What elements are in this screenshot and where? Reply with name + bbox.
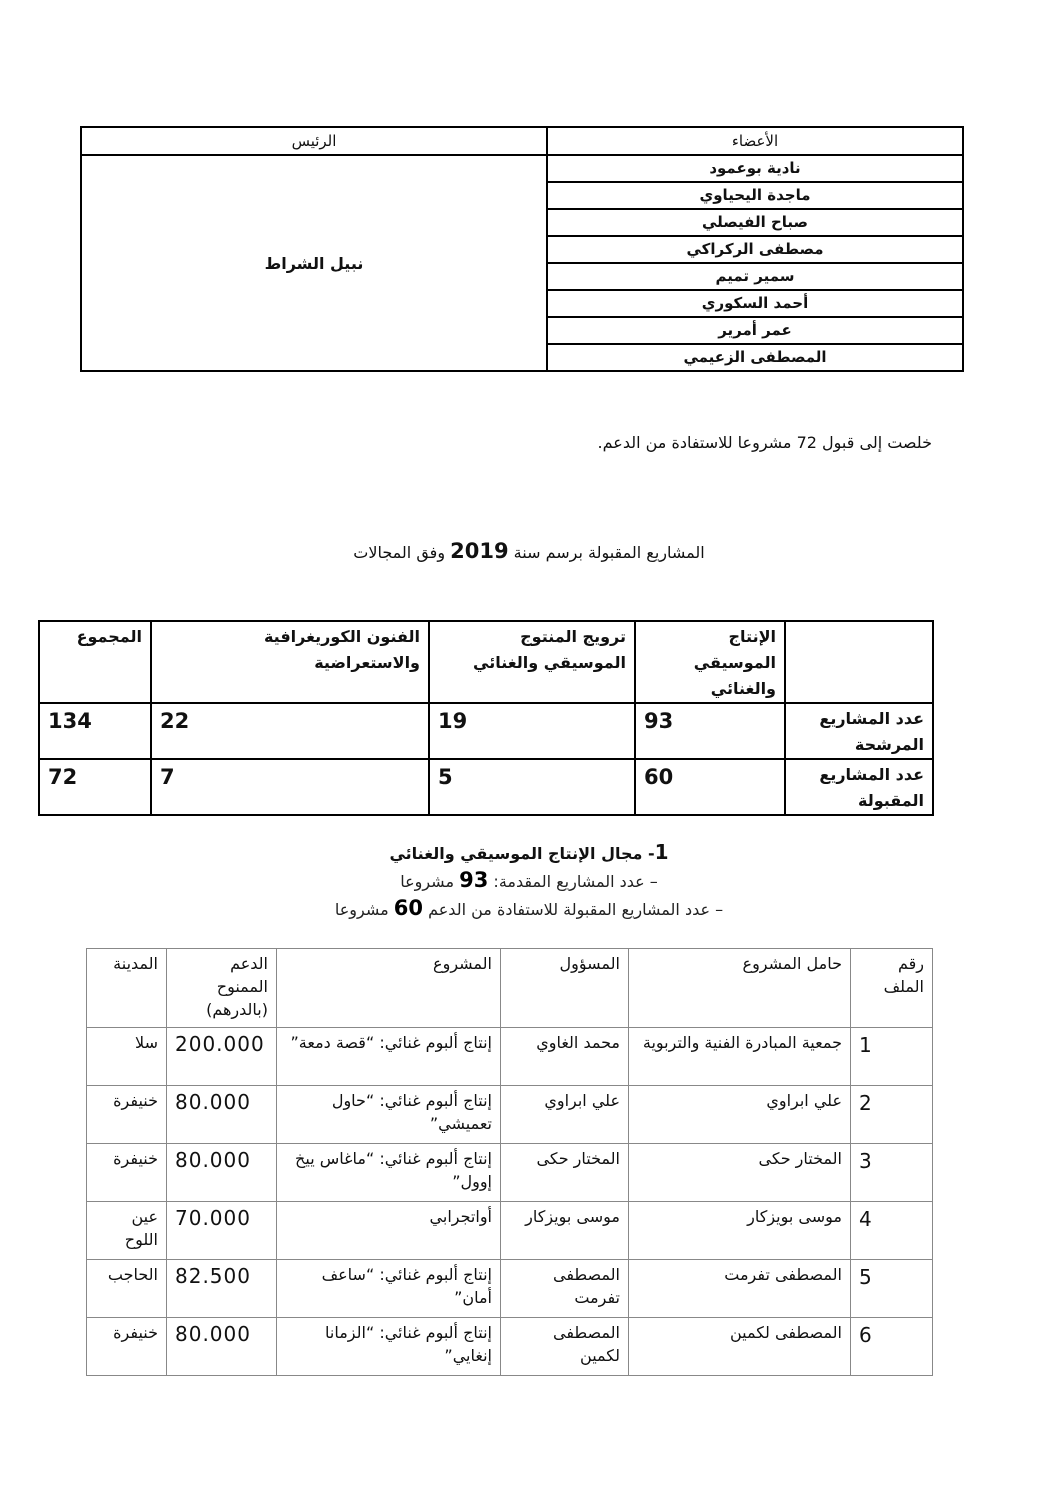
manager: موسى بويزكار — [501, 1202, 629, 1260]
support-amount: 80.000 — [167, 1318, 277, 1376]
table-row — [87, 1318, 933, 1376]
file-no: 1 — [851, 1028, 933, 1086]
support-amount: 200.000 — [167, 1028, 277, 1086]
manager: المصطفى تفرمت — [501, 1260, 629, 1318]
holder: المختار حكى — [629, 1144, 851, 1202]
member-name: أحمد السكوري — [547, 290, 963, 317]
file-no: 5 — [851, 1260, 933, 1318]
table-row — [39, 703, 933, 759]
section1-line1-text: – عدد المشاريع المقدمة: — [488, 872, 658, 891]
manager: المصطفى لكمين — [501, 1318, 629, 1376]
city: خنيفرة — [87, 1318, 167, 1376]
stats-value: 5 — [429, 759, 635, 815]
stats-title-before: المشاريع المقبولة برسم سنة — [508, 543, 705, 562]
member-name: عمر أمرير — [547, 317, 963, 344]
header-support: الدعم الممنوح (بالدرهم) — [167, 949, 277, 1028]
table-row — [87, 1086, 933, 1144]
holder: جمعية المبادرة الفنية والتربوية — [629, 1028, 851, 1086]
holder: المصطفى لكمين — [629, 1318, 851, 1376]
manager: علي ابراوي — [501, 1086, 629, 1144]
stats-value: 7 — [151, 759, 429, 815]
summary-paragraph: خلصت إلى قبول 72 مشروعا للاستفادة من الدعم. — [597, 433, 932, 452]
stats-value: 60 — [635, 759, 785, 815]
member-name: صباح الفيصلي — [547, 209, 963, 236]
section1-submitted-line — [0, 866, 1058, 896]
file-no: 6 — [851, 1318, 933, 1376]
stats-header: الفنون الكوريغرافية والاستعراضية — [151, 621, 429, 703]
header-city: المدينة — [87, 949, 167, 1028]
section1-line2-text: – عدد المشاريع المقبولة للاستفادة من الدعم — [423, 900, 724, 919]
section1-line2-number: 60 — [393, 896, 424, 920]
file-no: 4 — [851, 1202, 933, 1260]
project: أواتجرابي — [277, 1202, 501, 1260]
row-label: عدد المشاريع المقبولة — [785, 759, 933, 815]
member-name: نادية بوعمود — [547, 155, 963, 182]
committee-table — [80, 126, 964, 372]
stats-header: الإنتاج الموسيقي والغنائي — [635, 621, 785, 703]
section1-title-text: - مجال الإنتاج الموسيقي والغنائي — [389, 844, 655, 863]
project: إنتاج ألبوم غنائي: “ساعف أمان” — [277, 1260, 501, 1318]
header-file-no: رقم الملف — [851, 949, 933, 1028]
stats-table — [38, 620, 934, 816]
city: خنيفرة — [87, 1086, 167, 1144]
row-label: عدد المشاريع المرشحة — [785, 703, 933, 759]
city: عين اللوح — [87, 1202, 167, 1260]
section1-number: 1 — [654, 840, 669, 864]
member-name: مصطفى الركراكي — [547, 236, 963, 263]
table-row — [87, 1144, 933, 1202]
table-row — [39, 759, 933, 815]
file-no: 2 — [851, 1086, 933, 1144]
city: خنيفرة — [87, 1144, 167, 1202]
support-amount: 82.500 — [167, 1260, 277, 1318]
stats-title-after: وفق المجالات — [353, 543, 451, 562]
stats-total: 72 — [39, 759, 151, 815]
city: سلا — [87, 1028, 167, 1086]
header-manager: المسؤول — [501, 949, 629, 1028]
table-row — [87, 1260, 933, 1318]
file-no: 3 — [851, 1144, 933, 1202]
section1-title — [0, 838, 1058, 868]
table-row — [87, 1028, 933, 1086]
stats-header-empty — [785, 621, 933, 703]
members-header: الأعضاء — [547, 127, 963, 155]
stats-title-year: 2019 — [450, 539, 509, 563]
stats-header: المجموع — [39, 621, 151, 703]
stats-total: 134 — [39, 703, 151, 759]
stats-title — [0, 539, 1058, 563]
chair-name: نبيل الشراط — [81, 155, 547, 371]
member-name: المصطفى الزعيمي — [547, 344, 963, 371]
manager: محمد الغاوي — [501, 1028, 629, 1086]
member-name: سمير تميم — [547, 263, 963, 290]
project: إنتاج ألبوم غنائي: “قصة دمعة” — [277, 1028, 501, 1086]
member-name: ماجدة اليحياوي — [547, 182, 963, 209]
holder: المصطفى تفرمت — [629, 1260, 851, 1318]
holder: علي ابراوي — [629, 1086, 851, 1144]
header-project: المشروع — [277, 949, 501, 1028]
section1-accepted-line — [0, 894, 1058, 924]
project: إنتاج ألبوم غنائي: “حاول تعميشي” — [277, 1086, 501, 1144]
header-holder: حامل المشروع — [629, 949, 851, 1028]
stats-value: 22 — [151, 703, 429, 759]
stats-value: 19 — [429, 703, 635, 759]
projects-table — [86, 948, 933, 1376]
section1-line2-suffix: مشروعا — [334, 900, 394, 919]
city: الحاجب — [87, 1260, 167, 1318]
support-amount: 80.000 — [167, 1086, 277, 1144]
stats-header: ترويج المنتوج الموسيقي والغنائي — [429, 621, 635, 703]
chair-header: الرئيس — [81, 127, 547, 155]
support-amount: 80.000 — [167, 1144, 277, 1202]
section1-line1-suffix: مشروعا — [400, 872, 460, 891]
table-row — [87, 1202, 933, 1260]
stats-value: 93 — [635, 703, 785, 759]
support-amount: 70.000 — [167, 1202, 277, 1260]
section1-line1-number: 93 — [459, 868, 489, 892]
project: إنتاج ألبوم غنائي: “الزمانا إنغايي” — [277, 1318, 501, 1376]
project: إنتاج ألبوم غنائي: “ماغاس ييخ إوول” — [277, 1144, 501, 1202]
manager: المختار حكى — [501, 1144, 629, 1202]
holder: موسى بويزكار — [629, 1202, 851, 1260]
